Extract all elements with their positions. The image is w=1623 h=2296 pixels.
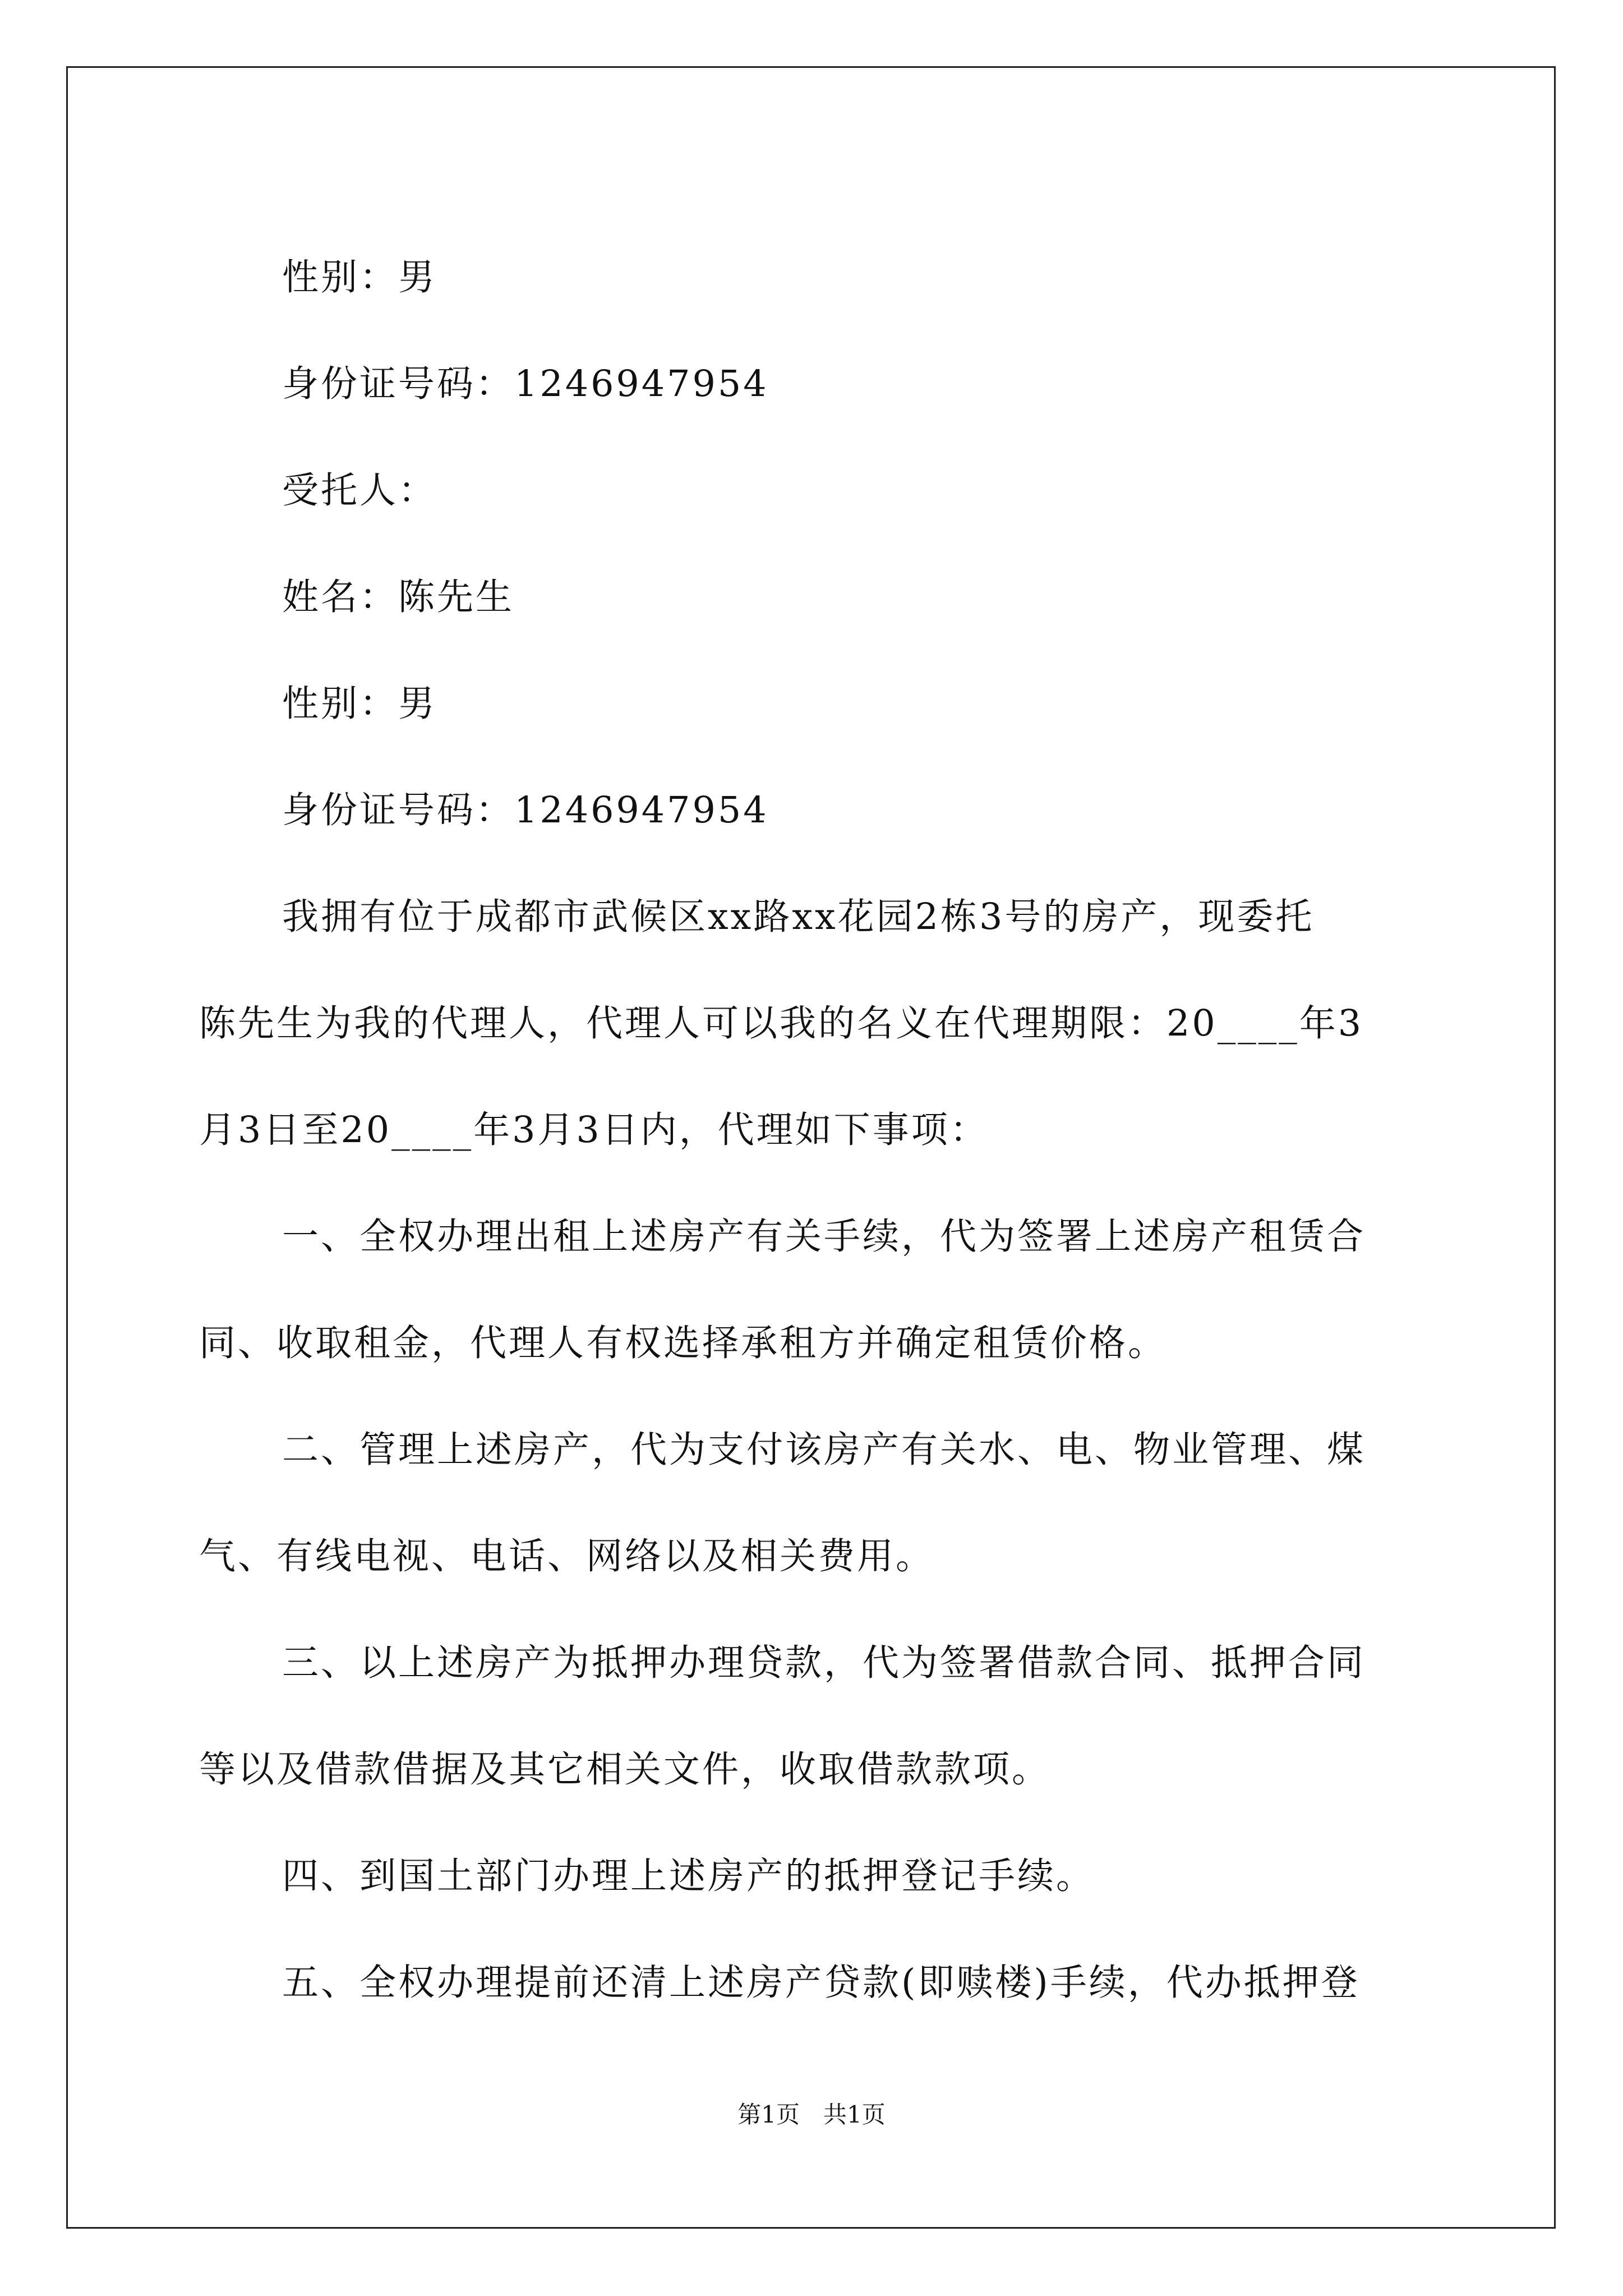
text-line-item-4: 四、到国土部门办理上述房产的抵押登记手续。: [282, 1855, 1095, 1897]
text-line-item-1-b: 同、收取租金，代理人有权选择承租方并确定租赁价格。: [199, 1322, 1167, 1364]
text-line-item-2-b: 气、有线电视、电话、网络以及相关费用。: [199, 1535, 935, 1577]
text-line-period-end: 月3日至20____年3月3日内，代理如下事项：: [199, 1109, 989, 1151]
text-line-id-2: 身份证号码：1246947954: [282, 789, 769, 831]
document-body: [199, 224, 1430, 2036]
text-line-agent-period: 陈先生为我的代理人，代理人可以我的名义在代理期限：20____年3: [199, 1002, 1364, 1045]
text-line-gender-2: 性别：男: [282, 683, 437, 725]
text-line-property-statement: 我拥有位于成都市武候区xx路xx花园2栋3号的房产，现委托: [282, 896, 1315, 938]
page-number-footer: 第1页 共1页: [737, 2101, 886, 2128]
text-line-item-5-a: 五、全权办理提前还清上述房产贷款(即赎楼)手续，代办抵押登: [282, 1962, 1360, 2004]
text-line-id-1: 身份证号码：1246947954: [282, 363, 769, 405]
text-line-item-2-a: 二、管理上述房产，代为支付该房产有关水、电、物业管理、煤: [282, 1429, 1366, 1471]
text-line-name: 姓名：陈先生: [282, 576, 515, 618]
text-line-item-3-b: 等以及借款借据及其它相关文件，收取借款款项。: [199, 1749, 1051, 1791]
text-line-gender-1: 性别：男: [282, 256, 437, 298]
text-line-item-1-a: 一、全权办理出租上述房产有关手续，代为签署上述房产租赁合: [282, 1216, 1366, 1258]
text-line-trustee-heading: 受托人：: [282, 470, 437, 512]
text-line-item-3-a: 三、以上述房产为抵押办理贷款，代为签署借款合同、抵押合同: [282, 1642, 1366, 1684]
